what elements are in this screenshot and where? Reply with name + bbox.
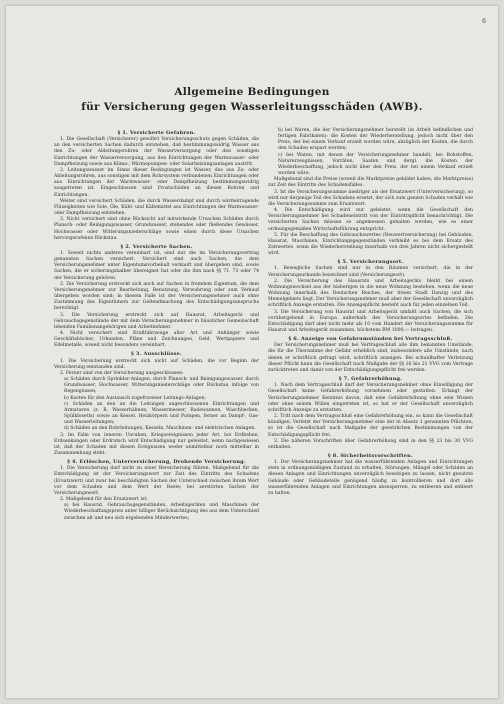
- section-heading: § 4. Erlöschen, Unterversicherung, Drohende Versicherung.: [67, 459, 246, 466]
- paragraph: 4. Die Entschädigung wird nur geleistet, wenn die Gesellschaft den Versicherungsnehmer bei Schadeneintritt von der Eintrittspflicht benachrichtigt. Die versicherten Sachen müssen so angemessen gehalten werden, wie es einer ordnungsgemäßen Wirtschaftsführung entspricht.: [268, 208, 473, 232]
- section-heading: § 2. Versicherte Sachen.: [120, 243, 193, 250]
- section-heading: § 8. Sicherheitsvorschriften.: [328, 452, 413, 459]
- paragraph: 5. Für die Beschaffung des Gebrauchswertes (Neuwertversicherung) bei Gebäuden, Hausrat, Maschinen, Einrichtungsgegenständen verbleibt es bei dem Ersatz des Zeitwertes, wenn die Wiederherstellung innerhalb von drei Jahren nicht sichergestellt wird.: [268, 232, 473, 257]
- paragraph: Maßgebend sind die Preise (soweit die Marktpreise gebildet haben, die Marktpreise) zur Zeit des Eintritts des Schadensfalles.: [268, 177, 473, 189]
- paragraph: 2. Die Versicherung des Hausrats und Arbeitsgeräts bleibt bei einem Wohnungswechsel aus der bisherigen in die neue Wohnung bestehen, wenn die neue Wohnung innerhalb des Deutschen Reiches, der freien Stadt Danzig und des Memelgebiets liegt. Der Versicherungsnehmer muß aber der Gesellschaft unverzüglich schriftlich Anzeige erstatten. Die Anzeigepflicht besteht auch für jeden einzelnen Teil.: [268, 278, 473, 309]
- section-heading: § 6. Anzeige von Gefahrumständen bei Vertragsschluß.: [288, 336, 453, 343]
- paragraph: 3. Ist die Versicherungssumme niedriger als der Ersatzwert (Unterversicherung), so wird nur derjenige Teil des Schadens ersetzt, der sich zum ganzen Schaden verhält wie die Versicherungssumme zum Ersatzwert.: [268, 189, 473, 207]
- section-heading: § 3. Ausschlüsse.: [131, 351, 182, 358]
- paragraph: 3. Die Versicherung erstreckt sich auf Hausrat, Arbeitsgerät und Gebrauchsgegenstände der mit dem Versicherungsnehmer in häuslicher Gemeinschaft lebenden Familienangehörigen und Arbeitnehmer.: [54, 312, 259, 330]
- left-column: [54, 128, 259, 522]
- paragraph: 3. Die Versicherung von Hausrat und Arbeitsgerät umfaßt auch Sachen, die sich vorübergehend in Europa außerhalb des Versicherungsortes befinden. Die Entschädigung darf aber nicht mehr als 10 vom Hundert der Versicherungssumme für Hausrat und Arbeitsgerät zusammen, höchstens RM 1000,— betragen.: [268, 309, 473, 333]
- paragraph: 1. Bewegliche Sachen sind nur in den Räumen versichert, die in der Versicherungsurkunde bezeichnet sind (Versicherungsort).: [268, 266, 473, 278]
- paragraph: 1. Der Versicherungsnehmer hat die wasserführenden Anlagen und Einrichtungen stets in ordnungsmäßigem Zustand zu erhalten, Störungen, Mängel oder Schäden an diesen Anlagen und Einrichtungen unverzüglich beseitigen zu lassen, nicht genutzte Gebäude oder Gebäudeteile genügend häufig zu kontrollieren und dort alle wasserführenden Anlagen und Einrichtungen abzusperren, zu entleeren und entleert zu halten.: [268, 460, 473, 496]
- list-item: b) Kosten für den Austausch zugefrorener Leitungs-Anlagen;: [64, 395, 206, 401]
- paragraph: 1. Die Versicherung erstreckt sich nicht auf Schäden, die vor Beginn der Versicherung entstanden sind.: [54, 358, 259, 370]
- paragraph: 3. Im Falle von inneren Unruhen, Kriegsereignissen jeder Art, bei Erdbeben, Erdsenkungen oder Erdrutsch wird Entschädigung nur geleistet, wenn nachgewiesen ist, daß der Schaden mit diesen Ereignissen weder unmittelbar noch mittelbar in Zusammenhang steht.: [54, 432, 259, 456]
- list-item: a) Schäden durch Sprinkler-Anlagen, durch Plansch- und Reinigungswasser, durch Grundwasser, Hochwasser, Witterungsniederschläge oder Rückstau infolge von Regengüssen;: [64, 377, 259, 395]
- right-column: [268, 128, 473, 497]
- section-heading: § 7. Gefahrerhöhung.: [338, 376, 403, 383]
- page-number: 6: [482, 18, 486, 25]
- paragraph: 1. Die Versicherung darf nicht zu einer Bereicherung führen. Maßgebend für die Entschädigung ist der Versicherungswert zur Zeit des Eintritts des Schadens (Ersatzwert) und zwar bei beschädigten Sachen der Unterschied zwischen ihrem Wert vor dem Schaden und dem Wert der Reste; bei zerstörten Sachen der Versicherungswert.: [54, 466, 259, 496]
- document-title: Allgemeine Bedingungen: [174, 86, 330, 98]
- list-item: c) bei Waren, mit denen der Versicherungsnehmer handelt, bei Rohstoffen, Naturerzeugnissen, Vorräten, Saaten und dergl. die Kosten der Wiederbeschaffung, jedoch nicht über den Preis, der bei einem Verkauf erzielt worden wäre.: [278, 152, 473, 177]
- paragraph: Weiter sind versichert Schäden, die durch Wasserdampf und durch wärmetragende Flüssigkeiten wie Sole, Öle, Kühl- und Kältemittel aus Einrichtungen der Warmwasser- oder Dampfheizung entstehen.: [54, 198, 259, 217]
- paragraph: Der Versicherungsnehmer muß bei Vertragsschluß alle ihm bekannten Umstände, die für die Übernahme der Gefahr erheblich sind, insbesondere alle Umstände, nach denen er schriftlich gefragt wird, schriftlich anzeigen. Bei schuldhafter Verletzung dieser Pflicht kann die Gesellschaft nach Maßgabe der §§ 16 bis 21 VVG vom Vertrage zurücktreten und damit von der Entschädigungspflicht frei werden.: [268, 343, 473, 373]
- paragraph: 2. Maßgebend für den Ersatzwert ist:: [60, 497, 148, 503]
- paragraph: 4. Nicht versichert sind Kraftfahrzeuge aller Art und Anhänger sowie Geschäftsbücher, Urkunden, Pläne und Zeichnungen, Geld, Wertpapiere und Edelmetalle, soweit nicht besonders vereinbart.: [54, 331, 259, 349]
- paragraph: 3. Die näheren Vorschriften über Gefahrerhöhung sind in den §§ 23 bis 30 VVG enthalten.: [268, 438, 473, 450]
- paragraph: 1. Soweit nichts anderes vereinbart ist, sind nur die im Versicherungsvertrag genannten Sachen versichert. Versichert sind auch Sachen, die dem Versicherungsnehmer unter Eigentumsvorbehalt verkauft und übergeben sind, sowie Sachen, die er sicherungshalber übereignet hat oder die ihm nach §§ 71, 73 oder 74 der Versicherung gehören.: [54, 250, 259, 281]
- list-item: c) Schäden an den an die Leitungen angeschlossenen Einrichtungen und Armaturen (z. B. Wasserhähnen, Wassermesser, Badewannen, Waschbecken, Spülklosetts) sowie an Kessel, Heizkörpern und Pumpen, ferner an Dampf-, Gas- und Wasserleitungen;: [64, 401, 259, 426]
- paragraph: 1. Die Gesellschaft (Versicherer) gewährt Versicherungsschutz gegen Schäden, die an den versicherten Sachen dadurch entstehen, daß bestimmungswidrig Wasser aus den Zu- oder Ableitungsrohren der Wasserversorgung oder den sonstigen Einrichtungen der Wasserversorgung, aus den Einrichtungen der Warmwasser- oder Dampfheizung sowie aus Klima-, Wärmepumpen- oder Solarheizungsanlagen austritt.: [54, 137, 259, 167]
- document-page: [6, 6, 498, 698]
- list-item: a) bei Hausrat, Gebrauchsgegenständen, Arbeitsgeräten und Maschinen der Wiederbeschaffungspreis unter billiger Berücksichtigung des aus dem Unterschied zwischen alt und neu sich ergebenden Minderwertes;: [64, 503, 259, 521]
- paragraph: 1. Nach dem Vertragsschluß darf der Versicherungsnehmer ohne Einwilligung der Gesellschaft keine Gefahrerhöhung vornehmen oder gestatten. Erlangt der Versicherungsnehmer Kenntnis davon, daß eine Gefahrerhöhung ohne sein Wissen oder ohne seinen Willen eingetreten ist, so hat er der Gesellschaft unverzüglich schriftlich Anzeige zu erstatten.: [268, 383, 473, 413]
- section-heading: § 1. Versicherte Gefahren.: [117, 130, 196, 136]
- document-subtitle: für Versicherung gegen Wasserleitungsschäden (AWB).: [81, 101, 423, 113]
- paragraph: 2. Leitungswasser im Sinne dieser Bedingungen ist Wasser, das aus Zu- oder Ableitungsrohren, aus sonstigen mit dem Rohrsystem verbundenen Einrichtungen oder aus Einrichtungen der Warmwasser- oder Dampfheizung bestimmungswidrig ausgetreten ist. Eingeschlossen sind Frostschäden an diesen Rohren und Einrichtungen.: [54, 167, 259, 198]
- list-item: b) bei Waren, die der Versicherungsnehmer herstellt (in Arbeit befindlichen und fertigen Fabrikaten): die Kosten der Wiederherstellung, jedoch nicht über den Preis, der bei einem Verkauf erzielt worden wäre, abzüglich der Kosten, die durch den Schaden erspart werden;: [278, 128, 473, 152]
- paragraph: 2. Ferner sind von der Versicherung ausgeschlossen:: [60, 370, 184, 376]
- section-heading: § 5. Versicherungsort.: [337, 259, 404, 266]
- paragraph: 2. Tritt nach dem Vertragsschluß eine Gefahrerhöhung ein, so kann die Gesellschaft kündigen. Verletzt der Versicherungsnehmer eine der in Absatz 1 genannten Pflichten, so ist die Gesellschaft nach Maßgabe der gesetzlichen Bestimmungen von der Entschädigungspflicht frei.: [268, 414, 473, 438]
- paragraph: 3. Nicht versichert sind ohne Rücksicht auf mitwirkende Ursachen Schäden durch Plansch- oder Reinigungswasser, Grundwasser, stehendes oder fließendes Gewässer, Hochwasser oder Witterungsniederschläge sowie einen durch diese Ursachen hervorgerufenen Rückstau.: [54, 217, 259, 241]
- paragraph: 2. Die Versicherung erstreckt sich auch auf Sachen in fremdem Eigentum, die dem Versicherungsnehmer zur Bearbeitung, Benutzung, Verwahrung oder zum Verkauf übergeben worden sind; in diesem Falle ist der Versicherungsnehmer auch ohne Zustimmung des Eigentümers zur Geltendmachung des Entschädigungsanspruchs berechtigt.: [54, 281, 259, 312]
- list-item: d) Schäden an den Rohrleitungen, Kesseln, Maschinen- und elektrischen Anlagen.: [64, 426, 256, 432]
